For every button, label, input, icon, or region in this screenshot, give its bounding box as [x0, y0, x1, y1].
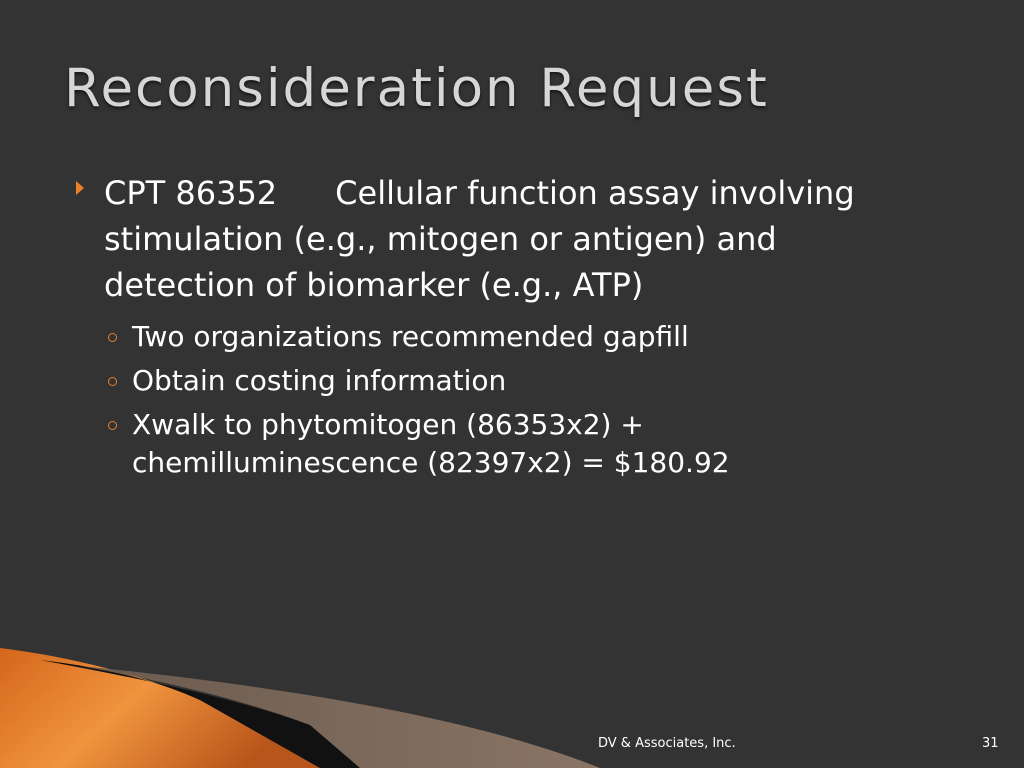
- page-number: 31: [982, 736, 999, 751]
- main-bullet-text: Cellular function assay involving stimulation (e.g., mitogen or antigen) and detection of biomarker (e.g., ATP): [104, 174, 855, 304]
- decorative-swoosh: [0, 640, 1024, 768]
- circle-bullet-icon: [108, 333, 117, 342]
- circle-bullet-icon: [108, 377, 117, 386]
- sub-bullet: [70, 362, 910, 400]
- sub-bullet-text: Obtain costing information: [132, 364, 507, 397]
- sub-bullet: [70, 406, 910, 482]
- sub-bullet-text: Xwalk to phytomitogen (86353x2) + chemilluminescence (82397x2) = $180.92: [132, 408, 730, 479]
- sub-bullet: [70, 318, 910, 356]
- arrow-bullet-icon: [76, 181, 84, 195]
- sub-bullet-list: [70, 318, 910, 482]
- cpt-code: CPT 86352: [104, 174, 278, 212]
- footer-text: DV & Associates, Inc.: [598, 736, 736, 751]
- slide-body: [70, 170, 910, 488]
- sub-bullet-text: Two organizations recommended gapfill: [132, 320, 689, 353]
- circle-bullet-icon: [108, 421, 117, 430]
- main-bullet: [70, 170, 910, 308]
- slide-title: Reconsideration Request: [64, 58, 769, 119]
